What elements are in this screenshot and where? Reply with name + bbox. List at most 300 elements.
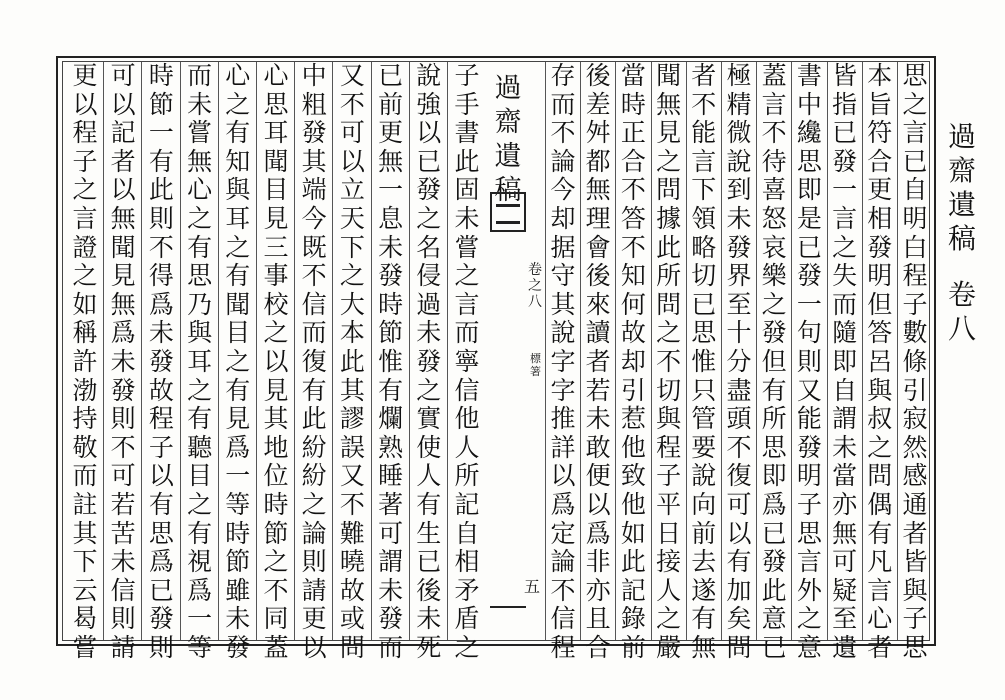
text-char: 節 bbox=[148, 89, 174, 119]
text-char: 已 bbox=[148, 575, 174, 605]
text-char: 位 bbox=[263, 461, 289, 491]
text-char: 据 bbox=[550, 232, 576, 262]
text-char: 註 bbox=[72, 489, 98, 519]
text-char: 今 bbox=[301, 203, 327, 233]
text-char: 曉 bbox=[339, 547, 365, 577]
text-char: 者 bbox=[902, 518, 928, 548]
text-char: 大 bbox=[339, 289, 365, 319]
text-char: 敢 bbox=[585, 432, 611, 462]
text-char: 思 bbox=[796, 518, 822, 548]
text-char: 無 bbox=[691, 632, 717, 662]
text-char: 爲 bbox=[550, 489, 576, 519]
text-char: 本 bbox=[867, 61, 893, 90]
text-char: 難 bbox=[339, 518, 365, 548]
text-char: 之 bbox=[656, 318, 682, 348]
text-char: 合 bbox=[585, 632, 611, 662]
text-char: 乃 bbox=[187, 289, 213, 319]
text-char: 蓋 bbox=[263, 632, 289, 662]
column-rule bbox=[827, 62, 828, 640]
text-char: 但 bbox=[761, 346, 787, 376]
column-rule bbox=[180, 62, 181, 640]
text-char: 節 bbox=[225, 547, 251, 577]
text-char: 粗 bbox=[301, 89, 327, 119]
text-char: 而 bbox=[187, 61, 213, 90]
text-char: 死 bbox=[416, 632, 442, 662]
center-title-char: 齋 bbox=[494, 107, 522, 138]
text-char: 爲 bbox=[110, 318, 136, 348]
center-volume-char: 卷 bbox=[528, 262, 542, 278]
text-char: 目 bbox=[263, 175, 289, 205]
text-char: 則 bbox=[110, 604, 136, 634]
text-char: 之 bbox=[902, 89, 928, 119]
text-char: 中 bbox=[301, 61, 327, 90]
text-char: 有 bbox=[187, 404, 213, 434]
text-char: 前 bbox=[620, 632, 646, 662]
text-char: 論 bbox=[550, 146, 576, 176]
text-char: 又 bbox=[339, 61, 365, 90]
text-char: 不 bbox=[110, 432, 136, 462]
text-char: 答 bbox=[620, 203, 646, 233]
text-char: 寂 bbox=[902, 404, 928, 434]
text-char: 疑 bbox=[832, 575, 858, 605]
text-char: 故 bbox=[339, 575, 365, 605]
text-char: 加 bbox=[726, 575, 752, 605]
text-char: 子 bbox=[902, 289, 928, 319]
text-char: 錄 bbox=[620, 604, 646, 634]
text-char: 名 bbox=[416, 232, 442, 262]
text-char: 未 bbox=[187, 89, 213, 119]
text-char: 接 bbox=[656, 547, 682, 577]
text-char: 之 bbox=[263, 547, 289, 577]
text-char: 謂 bbox=[378, 547, 404, 577]
text-char: 發 bbox=[378, 261, 404, 291]
text-char: 之 bbox=[225, 232, 251, 262]
text-char: 以 bbox=[726, 518, 752, 548]
text-char: 領 bbox=[691, 203, 717, 233]
text-char: 問 bbox=[726, 632, 752, 662]
text-char: 切 bbox=[656, 375, 682, 405]
text-char: 子 bbox=[796, 489, 822, 519]
text-char: 無 bbox=[110, 203, 136, 233]
text-char: 而 bbox=[832, 289, 858, 319]
text-char: 發 bbox=[416, 175, 442, 205]
text-char: 不 bbox=[656, 346, 682, 376]
text-char: 極 bbox=[726, 61, 752, 90]
text-char: 存 bbox=[550, 61, 576, 90]
text-char: 與 bbox=[225, 175, 251, 205]
text-char: 問 bbox=[656, 175, 682, 205]
text-char: 可 bbox=[110, 461, 136, 491]
text-char: 惹 bbox=[620, 404, 646, 434]
text-char: 不 bbox=[339, 489, 365, 519]
text-char: 其 bbox=[72, 518, 98, 548]
text-char: 一 bbox=[187, 604, 213, 634]
text-char: 據 bbox=[656, 203, 682, 233]
text-char: 如 bbox=[72, 289, 98, 319]
text-char: 後 bbox=[585, 261, 611, 291]
text-char: 知 bbox=[225, 146, 251, 176]
text-char: 與 bbox=[656, 404, 682, 434]
text-char: 者 bbox=[585, 346, 611, 376]
text-char: 嘗 bbox=[72, 632, 98, 662]
text-char: 差 bbox=[585, 89, 611, 119]
text-char: 只 bbox=[691, 375, 717, 405]
text-char: 論 bbox=[301, 518, 327, 548]
text-char: 天 bbox=[339, 203, 365, 233]
text-char: 若 bbox=[585, 375, 611, 405]
text-char: 之 bbox=[796, 604, 822, 634]
text-char: 又 bbox=[339, 461, 365, 491]
text-char: 寧 bbox=[454, 346, 480, 376]
text-char: 手 bbox=[454, 89, 480, 119]
text-char: 可 bbox=[110, 61, 136, 90]
center-rule bbox=[490, 606, 526, 608]
text-char: 無 bbox=[378, 146, 404, 176]
text-char: 此 bbox=[620, 547, 646, 577]
text-char: 則 bbox=[110, 404, 136, 434]
text-char: 惟 bbox=[691, 346, 717, 376]
text-char: 言 bbox=[796, 547, 822, 577]
column-rule bbox=[756, 62, 757, 640]
text-char: 思 bbox=[148, 518, 174, 548]
text-column-right bbox=[548, 61, 578, 662]
text-char: 未 bbox=[454, 203, 480, 233]
column-rule bbox=[721, 62, 722, 640]
text-char: 子 bbox=[656, 461, 682, 491]
text-char: 則 bbox=[301, 547, 327, 577]
text-char: 以 bbox=[301, 632, 327, 662]
text-char: 等 bbox=[187, 632, 213, 662]
text-column-right bbox=[724, 61, 754, 662]
text-char: 更 bbox=[301, 604, 327, 634]
text-char: 以 bbox=[550, 461, 576, 491]
text-char: 是 bbox=[796, 203, 822, 233]
text-char: 書 bbox=[454, 118, 480, 148]
text-char: 發 bbox=[761, 547, 787, 577]
text-char: 而 bbox=[454, 318, 480, 348]
text-char: 息 bbox=[378, 203, 404, 233]
text-char: 略 bbox=[691, 232, 717, 262]
text-column-right bbox=[794, 61, 824, 662]
text-char: 向 bbox=[691, 489, 717, 519]
text-char: 之 bbox=[761, 289, 787, 319]
text-char: 不 bbox=[148, 232, 174, 262]
text-char: 切 bbox=[691, 261, 717, 291]
text-char: 怒 bbox=[761, 203, 787, 233]
text-char: 自 bbox=[902, 175, 928, 205]
text-char: 舛 bbox=[585, 118, 611, 148]
text-char: 一 bbox=[796, 289, 822, 319]
running-volume-char: 卷 bbox=[947, 278, 976, 311]
text-char: 記 bbox=[620, 575, 646, 605]
text-char: 之 bbox=[656, 146, 682, 176]
text-char: 睡 bbox=[378, 461, 404, 491]
text-char: 已 bbox=[832, 118, 858, 148]
running-title-char: 稿 bbox=[947, 222, 976, 255]
text-char: 句 bbox=[796, 318, 822, 348]
text-char: 思 bbox=[902, 632, 928, 662]
text-char: 合 bbox=[620, 146, 646, 176]
text-column-left bbox=[146, 61, 176, 662]
text-char: 故 bbox=[148, 375, 174, 405]
text-char: 此 bbox=[454, 146, 480, 176]
text-char: 思 bbox=[761, 432, 787, 462]
text-char: 來 bbox=[585, 289, 611, 319]
text-char: 紛 bbox=[301, 432, 327, 462]
center-volume bbox=[528, 262, 542, 310]
text-char: 無 bbox=[656, 89, 682, 119]
text-char: 而 bbox=[72, 461, 98, 491]
text-char: 亦 bbox=[832, 489, 858, 519]
text-char: 字 bbox=[550, 346, 576, 376]
text-char: 信 bbox=[550, 604, 576, 634]
text-char: 有 bbox=[148, 146, 174, 176]
text-char: 中 bbox=[796, 89, 822, 119]
text-char: 論 bbox=[550, 547, 576, 577]
text-char: 侵 bbox=[416, 261, 442, 291]
text-char: 爲 bbox=[225, 432, 251, 462]
text-char: 此 bbox=[656, 232, 682, 262]
text-char: 耳 bbox=[263, 118, 289, 148]
text-char: 已 bbox=[796, 232, 822, 262]
text-char: 發 bbox=[148, 346, 174, 376]
text-char: 之 bbox=[187, 489, 213, 519]
text-char: 有 bbox=[726, 547, 752, 577]
text-char: 引 bbox=[902, 375, 928, 405]
text-char: 謬 bbox=[339, 404, 365, 434]
text-char: 未 bbox=[378, 232, 404, 262]
text-char: 之 bbox=[656, 604, 682, 634]
text-char: 又 bbox=[796, 375, 822, 405]
text-char: 發 bbox=[148, 604, 174, 634]
text-char: 爲 bbox=[187, 575, 213, 605]
text-char: 苦 bbox=[110, 518, 136, 548]
text-column-left bbox=[185, 61, 215, 662]
text-char: 爲 bbox=[585, 518, 611, 548]
text-column-right bbox=[618, 61, 648, 662]
column-rule bbox=[791, 62, 792, 640]
text-char: 渤 bbox=[72, 375, 98, 405]
text-char: 見 bbox=[656, 118, 682, 148]
text-char: 矣 bbox=[726, 604, 752, 634]
text-char: 者 bbox=[691, 61, 717, 90]
text-char: 能 bbox=[796, 404, 822, 434]
text-char: 理 bbox=[585, 203, 611, 233]
text-column-left bbox=[376, 61, 406, 662]
text-char: 者 bbox=[867, 632, 893, 662]
center-title-char: 遺 bbox=[494, 141, 522, 172]
text-char: 平 bbox=[656, 489, 682, 519]
text-char: 請 bbox=[110, 632, 136, 662]
column-rule bbox=[686, 62, 687, 640]
text-char: 一 bbox=[225, 461, 251, 491]
text-column-left bbox=[70, 61, 100, 662]
text-char: 子 bbox=[902, 604, 928, 634]
column-rule bbox=[651, 62, 652, 640]
text-char: 遺 bbox=[832, 632, 858, 662]
text-char: 却 bbox=[620, 346, 646, 376]
text-column-right bbox=[830, 61, 860, 662]
text-char: 有 bbox=[761, 375, 787, 405]
text-char: 界 bbox=[726, 261, 752, 291]
text-char: 之 bbox=[263, 318, 289, 348]
text-char: 但 bbox=[867, 289, 893, 319]
text-char: 不 bbox=[620, 175, 646, 205]
text-char: 旨 bbox=[867, 89, 893, 119]
text-char: 子 bbox=[72, 146, 98, 176]
text-char: 若 bbox=[110, 489, 136, 519]
text-char: 爲 bbox=[761, 489, 787, 519]
text-char: 心 bbox=[187, 175, 213, 205]
text-char: 誤 bbox=[339, 432, 365, 462]
text-char: 不 bbox=[550, 575, 576, 605]
text-char: 時 bbox=[620, 89, 646, 119]
text-char: 言 bbox=[761, 89, 787, 119]
text-char: 到 bbox=[726, 175, 752, 205]
text-char: 而 bbox=[301, 318, 327, 348]
text-char: 有 bbox=[225, 261, 251, 291]
text-char: 聞 bbox=[263, 146, 289, 176]
text-char: 未 bbox=[585, 404, 611, 434]
text-char: 心 bbox=[867, 604, 893, 634]
text-char: 信 bbox=[454, 375, 480, 405]
column-rule bbox=[103, 62, 104, 640]
text-char: 有 bbox=[301, 375, 327, 405]
text-char: 稱 bbox=[72, 318, 98, 348]
text-char: 其 bbox=[339, 375, 365, 405]
text-char: 之 bbox=[867, 432, 893, 462]
text-char: 以 bbox=[339, 146, 365, 176]
text-char: 而 bbox=[550, 89, 576, 119]
text-char: 有 bbox=[416, 489, 442, 519]
column-rule bbox=[371, 62, 372, 640]
text-char: 失 bbox=[832, 261, 858, 291]
text-char: 發 bbox=[796, 432, 822, 462]
text-char: 亦 bbox=[585, 575, 611, 605]
text-column-right bbox=[583, 61, 613, 662]
text-char: 讀 bbox=[585, 318, 611, 348]
text-column-right bbox=[654, 61, 684, 662]
text-char: 發 bbox=[301, 118, 327, 148]
text-char: 意 bbox=[761, 604, 787, 634]
text-char: 更 bbox=[72, 61, 98, 90]
text-char: 纔 bbox=[796, 118, 822, 148]
text-char: 程 bbox=[902, 261, 928, 291]
text-char: 心 bbox=[263, 61, 289, 90]
text-char: 已 bbox=[378, 61, 404, 90]
text-char: 復 bbox=[301, 346, 327, 376]
text-char: 以 bbox=[416, 118, 442, 148]
running-title-char: 遺 bbox=[947, 188, 976, 221]
text-char: 得 bbox=[148, 261, 174, 291]
text-char: 管 bbox=[691, 404, 717, 434]
text-char: 著 bbox=[378, 489, 404, 519]
text-char: 通 bbox=[902, 489, 928, 519]
text-char: 不 bbox=[263, 575, 289, 605]
text-char: 聽 bbox=[187, 432, 213, 462]
text-char: 時 bbox=[263, 489, 289, 519]
text-char: 十 bbox=[726, 318, 752, 348]
text-char: 人 bbox=[656, 575, 682, 605]
text-char: 未 bbox=[832, 432, 858, 462]
text-char: 不 bbox=[761, 118, 787, 148]
text-char: 固 bbox=[454, 175, 480, 205]
text-char: 聞 bbox=[225, 289, 251, 319]
column-rule bbox=[332, 62, 333, 640]
text-char: 三 bbox=[263, 232, 289, 262]
text-char: 未 bbox=[110, 547, 136, 577]
text-column-left bbox=[414, 61, 444, 662]
text-char: 前 bbox=[691, 518, 717, 548]
column-rule bbox=[141, 62, 142, 640]
text-char: 則 bbox=[148, 632, 174, 662]
text-char: 爛 bbox=[378, 404, 404, 434]
text-char: 發 bbox=[832, 146, 858, 176]
text-char: 子 bbox=[148, 432, 174, 462]
text-char: 後 bbox=[416, 575, 442, 605]
text-char: 發 bbox=[110, 375, 136, 405]
text-char: 其 bbox=[301, 146, 327, 176]
text-char: 條 bbox=[902, 346, 928, 376]
running-title-char: 過 bbox=[947, 120, 976, 153]
text-char: 能 bbox=[691, 118, 717, 148]
text-char: 不 bbox=[301, 261, 327, 291]
text-char: 記 bbox=[110, 118, 136, 148]
text-char: 相 bbox=[454, 547, 480, 577]
text-char: 隨 bbox=[832, 318, 858, 348]
text-char: 見 bbox=[263, 203, 289, 233]
text-char: 且 bbox=[585, 604, 611, 634]
text-char: 子 bbox=[454, 61, 480, 90]
text-column-right bbox=[900, 61, 930, 662]
text-char: 待 bbox=[761, 146, 787, 176]
text-char: 感 bbox=[902, 461, 928, 491]
text-char: 人 bbox=[416, 461, 442, 491]
text-char: 已 bbox=[416, 547, 442, 577]
column-rule bbox=[409, 62, 410, 640]
text-char: 符 bbox=[867, 118, 893, 148]
text-char: 心 bbox=[225, 61, 251, 90]
text-char: 發 bbox=[796, 261, 822, 291]
text-char: 未 bbox=[726, 203, 752, 233]
text-char: 相 bbox=[867, 203, 893, 233]
text-char: 即 bbox=[832, 346, 858, 376]
text-char: 言 bbox=[902, 118, 928, 148]
text-char: 遂 bbox=[691, 575, 717, 605]
text-char: 蓋 bbox=[761, 61, 787, 90]
center-seal-char: 箸 bbox=[530, 365, 541, 378]
text-char: 下 bbox=[72, 547, 98, 577]
text-char: 發 bbox=[761, 318, 787, 348]
center-volume-char: 八 bbox=[528, 294, 542, 310]
text-char: 聞 bbox=[656, 61, 682, 90]
text-char: 今 bbox=[550, 175, 576, 205]
text-char: 白 bbox=[902, 232, 928, 262]
text-char: 復 bbox=[726, 461, 752, 491]
text-column-left bbox=[108, 61, 138, 662]
text-char: 都 bbox=[585, 146, 611, 176]
text-char: 矛 bbox=[454, 575, 480, 605]
text-char: 未 bbox=[148, 318, 174, 348]
column-rule bbox=[862, 62, 863, 640]
text-char: 爲 bbox=[148, 547, 174, 577]
text-char: 發 bbox=[378, 604, 404, 634]
text-char: 數 bbox=[902, 318, 928, 348]
text-char: 至 bbox=[832, 604, 858, 634]
text-char: 思 bbox=[796, 146, 822, 176]
text-char: 之 bbox=[339, 261, 365, 291]
text-char: 節 bbox=[263, 518, 289, 548]
